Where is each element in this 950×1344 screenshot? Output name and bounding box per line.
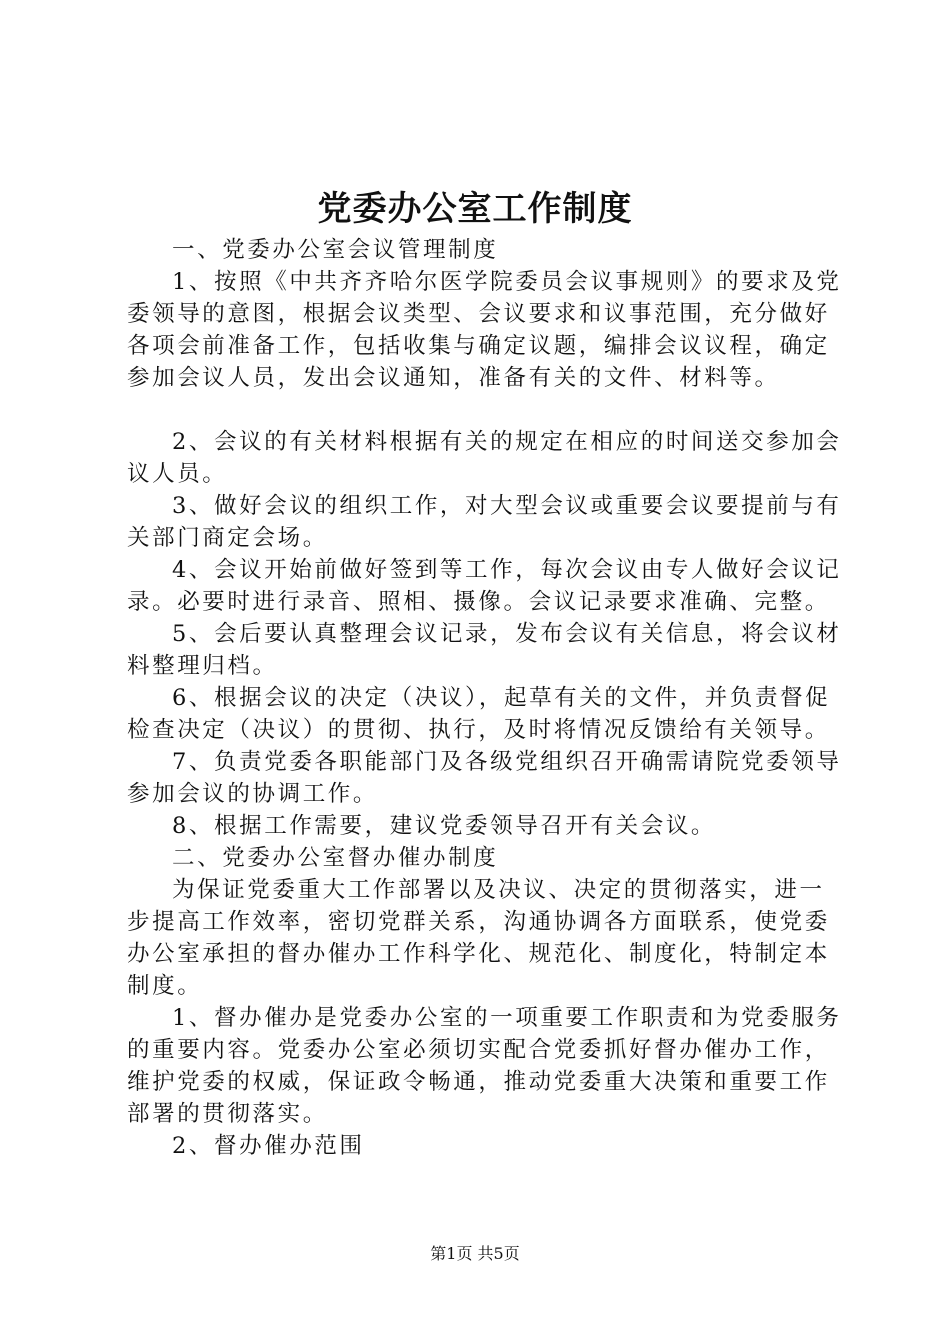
paragraph: 5、会后要认真整理会议记录，发布会议有关信息，将会议材料整理归档。 (127, 621, 842, 679)
page-footer: 第1页 共5页 (430, 1244, 520, 1263)
paragraph: 3、做好会议的组织工作，对大型会议或重要会议要提前与有关部门商定会场。 (127, 493, 842, 551)
paragraph: 6、根据会议的决定（决议），起草有关的文件，并负责督促检查决定（决议）的贯彻、执行，及时将情况反馈给有关领导。 (127, 685, 831, 743)
document-title: 党委办公室工作制度 (317, 189, 633, 229)
paragraph: 1、督办催办是党委办公室的一项重要工作职责和为党委服务的重要内容。党委办公室必须切实配合党委抓好督办催办工作，维护党委的权威，保证政令畅通，推动党委重大决策和重要工作部署的贯彻落实。 (127, 1005, 842, 1127)
document-body (127, 234, 842, 1162)
paragraph: 2、督办催办范围 (172, 1133, 365, 1159)
paragraph: 4、会议开始前做好签到等工作，每次会议由专人做好会议记录。必要时进行录音、照相、摄像。会议记录要求准确、完整。 (127, 557, 842, 615)
paragraph: 2、会议的有关材料根据有关的规定在相应的时间送交参加会议人员。 (127, 429, 842, 487)
section-heading: 二、党委办公室督办催办制度 (172, 845, 499, 871)
paragraph: 为保证党委重大工作部署以及决议、决定的贯彻落实，进一步提高工作效率，密切党群关系，沟通协调各方面联系，使党委办公室承担的督办催办工作科学化、规范化、制度化，特制定本制度。 (127, 877, 830, 999)
paragraph: 7、负责党委各职能部门及各级党组织召开确需请院党委领导参加会议的协调工作。 (127, 749, 842, 807)
section-heading: 一、党委办公室会议管理制度 (172, 237, 499, 263)
paragraph: 1、按照《中共齐齐哈尔医学院委员会议事规则》的要求及党委领导的意图，根据会议类型、会议要求和议事范围，充分做好各项会前准备工作，包括收集与确定议题，编排会议议程，确定参加会议人员，发出会议通知，准备有关的文件、材料等。 (127, 269, 842, 391)
paragraph: 8、根据工作需要，建议党委领导召开有关会议。 (172, 813, 717, 839)
